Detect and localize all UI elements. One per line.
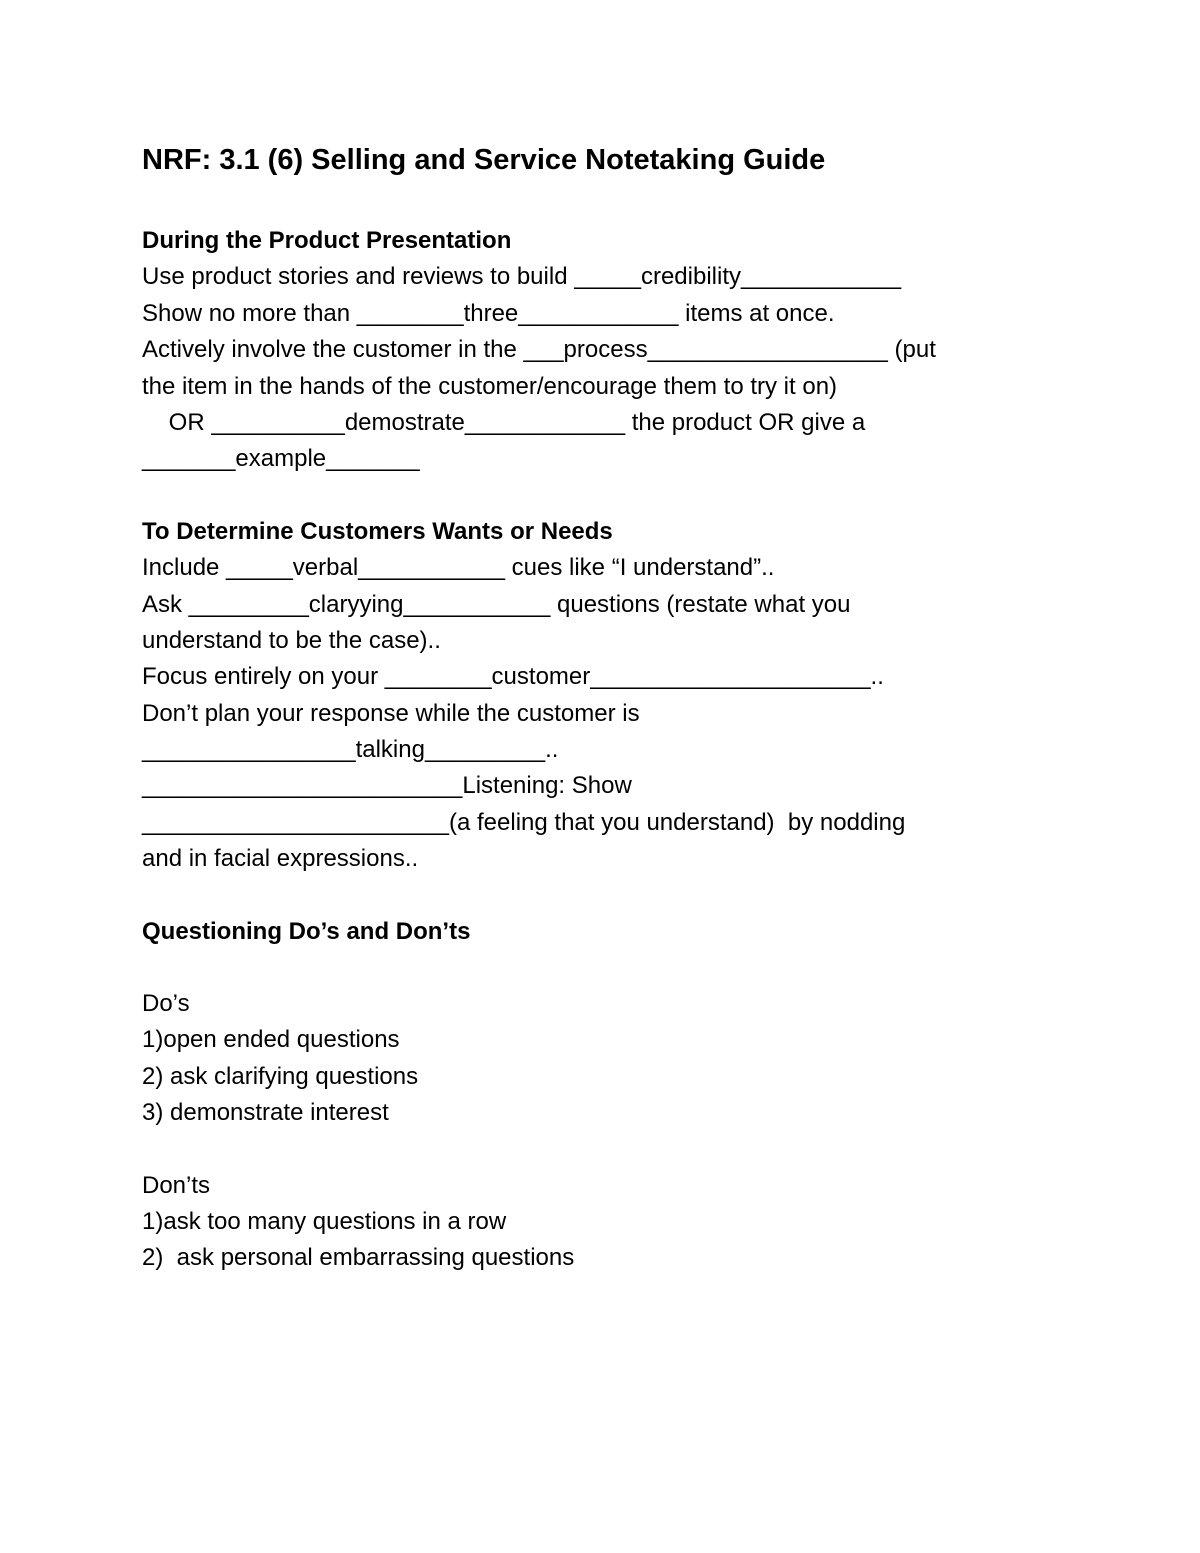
list-item: 2) ask personal embarrassing questions xyxy=(142,1244,575,1272)
section-heading-product-presentation: During the Product Presentation xyxy=(142,227,512,254)
document-title: NRF: 3.1 (6) Selling and Service Notetaking Guide xyxy=(142,144,826,176)
fill-in-line: _______example_______ xyxy=(142,445,420,473)
fill-in-line: Actively involve the customer in the ___process__________________ (put xyxy=(142,336,936,364)
spacer xyxy=(142,878,1072,914)
spacer xyxy=(142,950,1072,986)
fill-in-line: Ask _________claryying___________ questions (restate what you xyxy=(142,590,851,618)
fill-in-line: Include _____verbal___________ cues like “I understand”.. xyxy=(142,554,775,582)
fill-in-line: ________________talking_________.. xyxy=(142,736,559,764)
dos-label: Do’s xyxy=(142,990,190,1018)
fill-in-line: the item in the hands of the customer/encourage them to try it on) xyxy=(142,372,838,400)
section-heading-questioning: Questioning Do’s and Don’ts xyxy=(142,917,471,945)
donts-label: Don’ts xyxy=(142,1171,211,1199)
fill-in-line: Use product stories and reviews to build _____credibility____________ xyxy=(142,263,902,291)
fill-in-line: and in facial expressions.. xyxy=(142,845,419,873)
list-item: 3) demonstrate interest xyxy=(142,1099,389,1127)
fill-in-line: understand to be the case).. xyxy=(142,626,441,654)
fill-in-line: OR __________demostrate____________ the product OR give a xyxy=(142,408,866,436)
fill-in-line: Don’t plan your response while the customer is xyxy=(142,699,640,727)
list-item: 1)ask too many questions in a row xyxy=(142,1207,507,1235)
fill-in-line: ________________________Listening: Show xyxy=(142,772,632,800)
document-body xyxy=(142,223,1072,1277)
spacer xyxy=(142,478,1072,514)
section-heading-customer-wants: To Determine Customers Wants or Needs xyxy=(142,517,613,545)
list-item: 2) ask clarifying questions xyxy=(142,1062,419,1090)
list-item: 1)open ended questions xyxy=(142,1026,400,1054)
spacer xyxy=(142,1132,1072,1168)
fill-in-line: Show no more than ________three____________ items at once. xyxy=(142,299,835,327)
fill-in-line: Focus entirely on your ________customer_____________________.. xyxy=(142,663,884,691)
fill-in-line: _______________________(a feeling that you understand) by nodding xyxy=(142,808,906,836)
